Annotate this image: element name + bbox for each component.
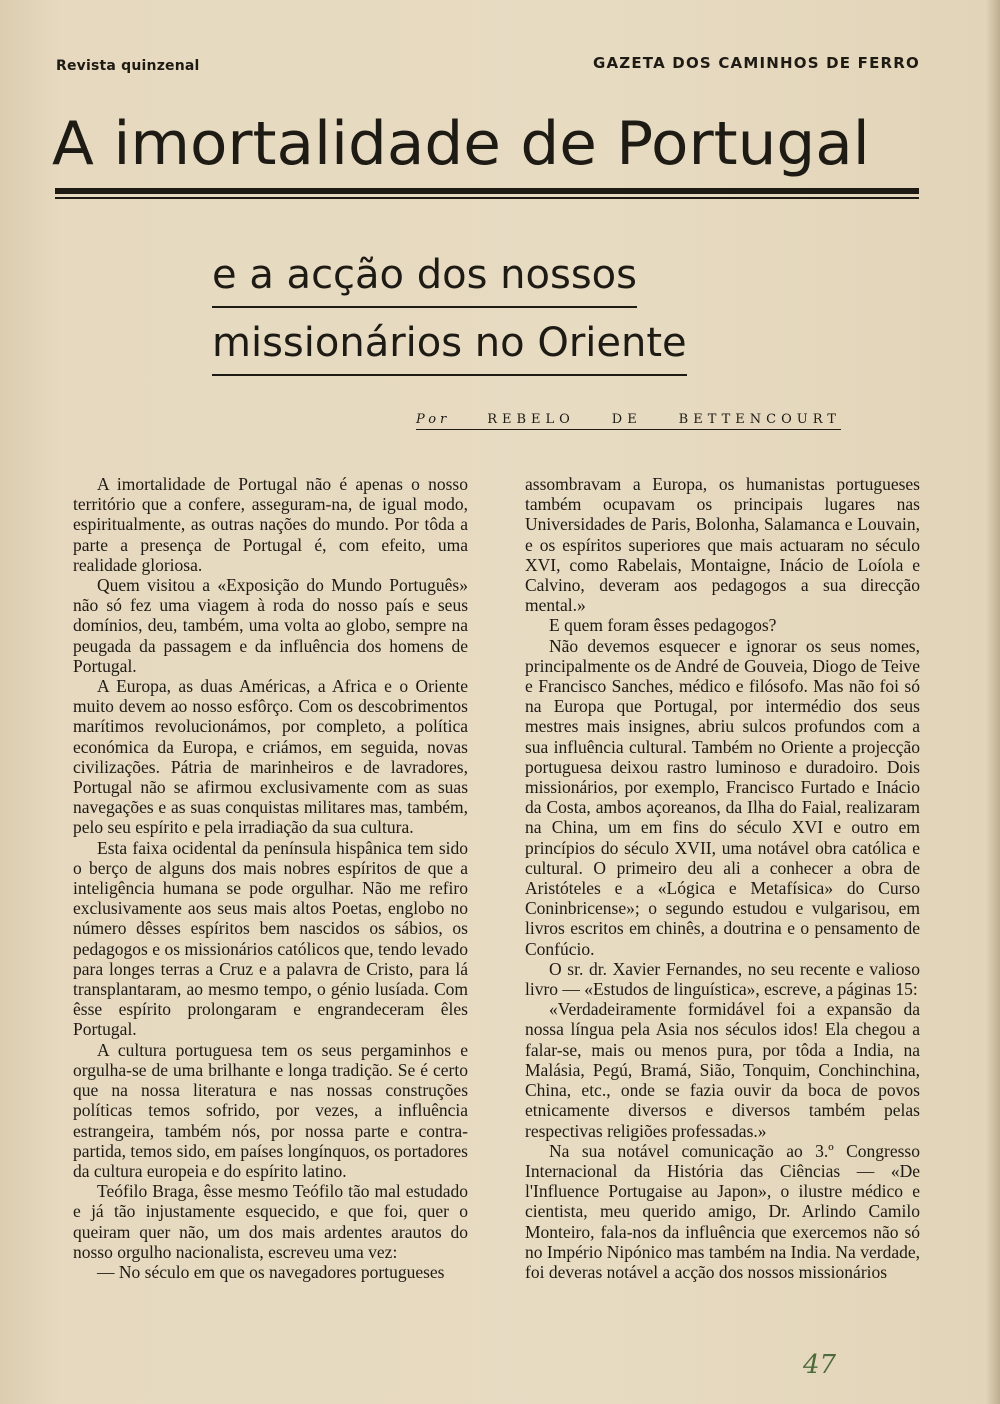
paragraph: Não devemos esquecer e ignorar os seus nomes, principalmente os de André de Gouveia, Diogo de Teive e Francisco Sanches, médico e filósofo. Mas não foi só na Europa que Portugal, por intermédio dos seus mestres mais insignes, abriu sulcos profundos com a sua influência cultural. Também no Oriente a projecção portuguesa deixou rastro luminoso e duradoiro. Dois missionários, por exemplo, Francisco Furtado e Inácio da Costa, ambos açoreanos, da Ilha do Faial, realizaram na China, um em fins do século XVI e outro em princípios do século XVII, uma notável obra católica e cultural. O primeiro deu ali a conhecer a obra de Aristóteles e a «Lógica e Metafísica» do Curso Coninbricense»; o segundo estudou e vulgarisou, em livros escritos em chinês, a doutrina e o pensamento de Confúcio. — [525, 635, 920, 959]
paragraph: — No século em que os navegadores portugueses — [97, 1261, 445, 1282]
title-rule-thick — [55, 188, 919, 194]
paragraph: «Verdadeiramente formidável foi a expansão da nossa língua pela Asia nos séculos idos! Ela chegou a falar-se, mais ou menos pura, por tôda a India, na Malásia, Pegú, Bramá, Sião, Tonquim, Conchinchina, China, etc., onde se fazia ouvir da boca de povos etnicamente diversos e diversos também pelas respectivas religiões professadas.» — [525, 999, 920, 1141]
byline-name-3: BETTENCOURT — [678, 412, 841, 427]
byline-por: Por — [416, 412, 451, 427]
header-magazine-name: GAZETA DOS CAMINHOS DE FERRO — [592, 54, 920, 72]
paragraph: Na sua notável comunicação ao 3.º Congresso Internacional da História das Ciências — «De l'Influence Portugaise au Japon», o ilustre médico e cientista, meu querido amigo, Dr. Arlindo Camilo Monteiro, fala-nos da influência que exercemos não só no Império Nipónico mas também na India. Na verdade, foi deveras notável a acção dos nossos missionários — [525, 1140, 920, 1282]
byline-name-2: DE — [611, 412, 642, 427]
paragraph: Quem visitou a «Exposição do Mundo Português» não só fez uma viagem à roda do nosso país e seus domínios, deu, também, uma volta ao globo, sempre na peugada da passagem e da influência dos homens de Portugal. — [73, 575, 468, 676]
paragraph: assombravam a Europa, os humanistas portugueses também ocupavam os principais lugares nas Universidades de Paris, Bolonha, Salamanca e Louvain, e os espíritos superiores que mais actuaram no século XVI, como Rabelais, Montaigne, Inácio de Loíola e Calvino, deveram aos pedagogos a sua direcção mental.» — [525, 474, 920, 616]
title-rule-thin — [55, 197, 919, 199]
header-publication-frequency: Revista quinzenal — [56, 58, 200, 74]
page-gutter-shadow — [986, 0, 1000, 1404]
page-number: 47 — [803, 1350, 837, 1380]
article-column-left — [73, 474, 468, 1282]
paragraph: Esta faixa ocidental da península hispânica tem sido o berço de alguns dos mais nobres espíritos de que a inteligência humana se pode orgulhar. Não me refiro exclusivamente aos seus mais altos Poetas, englobo no número dêsses espíritos bem nascidos os sábios, os pedagogos e os missionários católicos que, tendo levado para longes terras a Cruz e a palavra de Cristo, para lá transplantaram, ao mesmo tempo, o génio lusíada. Com êsse espírito prolongaram e engrandeceram êles Portugal. — [73, 837, 468, 1040]
paragraph: A cultura portuguesa tem os seus pergaminhos e orgulha-se de uma brilhante e longa tradição. Se é certo que na nossa literatura e nas nossas construções políticas temos sofrido, por vezes, a influência estrangeira, também nós, por nossa parte e contra-partida, temos sido, em países longínquos, os portadores da cultura europeia e do espírito latino. — [73, 1039, 468, 1181]
paragraph: E quem foram êsses pedagogos? — [549, 615, 777, 636]
byline — [416, 412, 841, 430]
paragraph: O sr. dr. Xavier Fernandes, no seu recente e valioso livro — «Estudos de linguística», escreve, a páginas 15: — [525, 958, 920, 1000]
article-subtitle — [212, 246, 772, 382]
article-column-right — [525, 474, 920, 1282]
subtitle-line-1: e a acção dos nossos — [212, 246, 637, 308]
byline-name-1: REBELO — [487, 412, 575, 427]
paragraph: A Europa, as duas Américas, a Africa e o Oriente muito devem ao nosso esfôrço. Com os descobrimentos marítimos revolucionámos, por completo, a política económica da Europa, e criámos, em seguida, novas civilizações. Pátria de marinheiros e de lavradores, Portugal não se afirmou exclusivamente com as suas navegações e as suas conquistas militares mas, também, pelo seu espírito e pela irradiação da sua cultura. — [73, 676, 468, 838]
paragraph: A imortalidade de Portugal não é apenas o nosso território que a confere, asseguram-na, de igual modo, espiritualmente, as outras nações do mundo. Por tôda a parte a presença de Portugal é, com efeito, uma realidade gloriosa. — [73, 474, 468, 575]
article-title: A imortalidade de Portugal — [52, 109, 870, 179]
paragraph: Teófilo Braga, êsse mesmo Teófilo tão mal estudado e já tão injustamente esquecido, e que foi, quer o queiram quer não, um dos mais ardentes arautos do nosso orgulho nacionalista, escreveu uma vez: — [73, 1181, 468, 1262]
subtitle-line-2: missionários no Oriente — [212, 314, 687, 376]
